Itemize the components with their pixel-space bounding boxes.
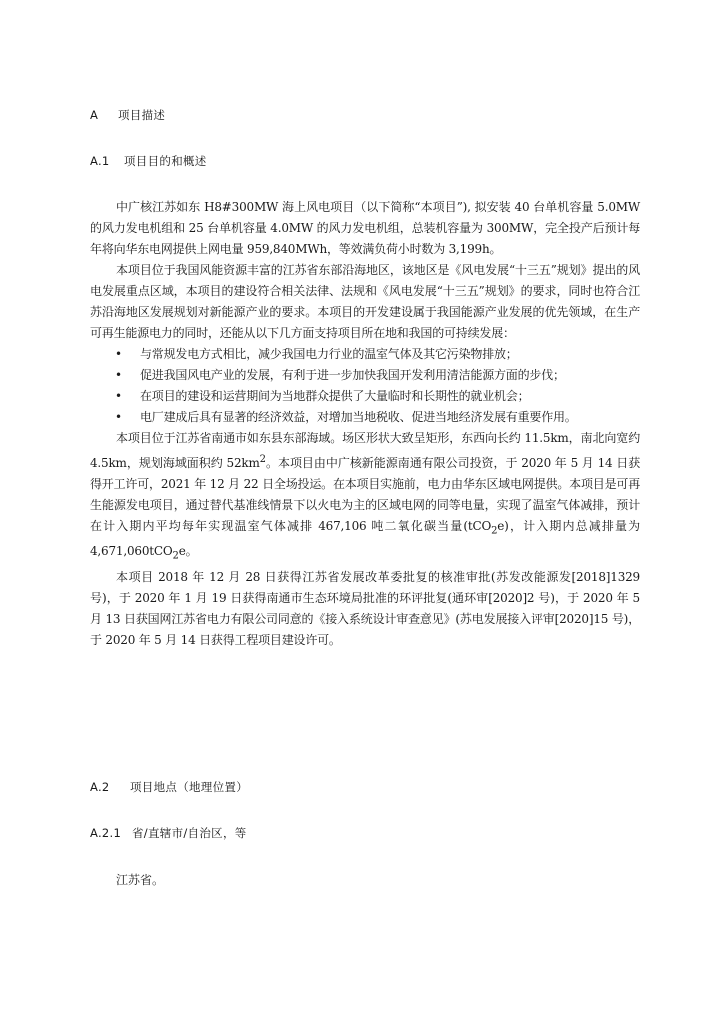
paragraph-text-part: e)，计入期内总减排量为 4,671,060tCO: [90, 519, 640, 559]
bullet-icon: •: [115, 368, 122, 382]
paragraph-location-policy: 本项目位于我国风能资源丰富的江苏省东部沿海地区，该地区是《风电发展“十三五”规划》提出的风电发展重点区域，本项目的建设符合相关法律、法规和《风电发展“十三五”规划》的要求，同时也符合江苏沿海地区发展规划对新能源产业的要求。本项目的开发建设属于我国能源产业发展的优先领域，在生产可再生能源电力的同时，还能从以下几方面支持项目所在地和我国的可持续发展：: [90, 263, 640, 340]
section-a21-title: 省/直辖市/自治区，等: [132, 826, 247, 840]
sustainability-bullet-list: [90, 344, 640, 428]
section-a21-heading: [90, 825, 247, 841]
section-a1-number: A.1: [90, 154, 110, 168]
list-item: [90, 344, 640, 365]
list-item: [90, 407, 640, 428]
bullet-icon: •: [115, 389, 122, 403]
section-a-heading: [90, 107, 165, 123]
subscript: 2: [491, 525, 498, 537]
list-item: [90, 365, 640, 386]
paragraph-overview: 中广核江苏如东 H8#300MW 海上风电项目（以下简称“本项目”), 拟安装 40 台单机容量 5.0MW 的风力发电机组和 25 台单机容量 4.0MW 的风力发电机组，总装机容量为 300MW，完全投产后预计每年将向华东电网提供上网电量 959,840MWh，等效满负荷小时数为 3,199h。: [90, 200, 640, 256]
subscript: 2: [172, 550, 179, 562]
bullet-icon: •: [115, 347, 122, 361]
section-a21-number: A.2.1: [90, 826, 122, 840]
section-a-title: 项目描述: [118, 108, 166, 122]
section-a-number: A: [90, 108, 99, 122]
paragraph-approvals: 本项目 2018 年 12 月 28 日获得江苏省发展改革委批复的核准审批(苏发改能源发[2018]1329 号)，于 2020 年 1 月 19 日获得南通市生态环境局批准的环评批复(通环审[2020]2 号)，于 2020 年 5 月 13 日获国网江苏省电力有限公司同意的《接入系统设计审查意见》(苏电发展接入评审[2020]15 号)，于 2020 年 5 月 14 日获得工程项目建设许可。: [90, 569, 640, 647]
paragraph-site-investment: [90, 428, 640, 567]
section-a1-body: [90, 197, 640, 651]
superscript: 2: [259, 454, 266, 465]
bullet-icon: •: [115, 410, 122, 424]
section-a1-heading: [90, 153, 207, 169]
province-text: 江苏省。: [116, 873, 165, 887]
section-a1-title: 项目目的和概述: [124, 154, 207, 168]
section-a2-heading: [90, 779, 248, 795]
paragraph-text-part: 本项目位于江苏省南通市如东县东部海域。场区形状大致呈矩形，东西向长约 11.5km，南北向宽约 4.5km，规划海域面积约 52km: [90, 431, 640, 470]
paragraph-text-part: 。本项目由中广核新能源南通有限公司投资，于 2020 年 5 月 14 日获得开工许可，2021 年 12 月 22 日全场投运。在本项目实施前，电力由华东区域电网提供。本项目是可再生能源发电项目，通过替代基准线情景下以火电为主的区域电网的同等电量，实现了温室气体减排，预计在计入期内平均每年实现温室气体减排 467,106 吨二氧化碳当量(tCO: [90, 456, 641, 533]
bullet-text: 促进我国风电产业的发展，有利于进一步加快我国开发利用清洁能源方面的步伐；: [140, 368, 565, 382]
list-item: [90, 386, 640, 407]
section-a2-title: 项目地点（地理位置）: [130, 780, 248, 794]
bullet-text: 在项目的建设和运营期间为当地群众提供了大量临时和长期性的就业机会；: [140, 389, 530, 403]
bullet-text: 与常规发电方式相比，减少我国电力行业的温室气体及其它污染物排放；: [140, 347, 518, 361]
paragraph-text-part: e。: [178, 544, 198, 559]
bullet-text: 电厂建成后具有显著的经济效益，对增加当地税收、促进当地经济发展有重要作用。: [140, 410, 577, 424]
section-a2-number: A.2: [90, 780, 110, 794]
